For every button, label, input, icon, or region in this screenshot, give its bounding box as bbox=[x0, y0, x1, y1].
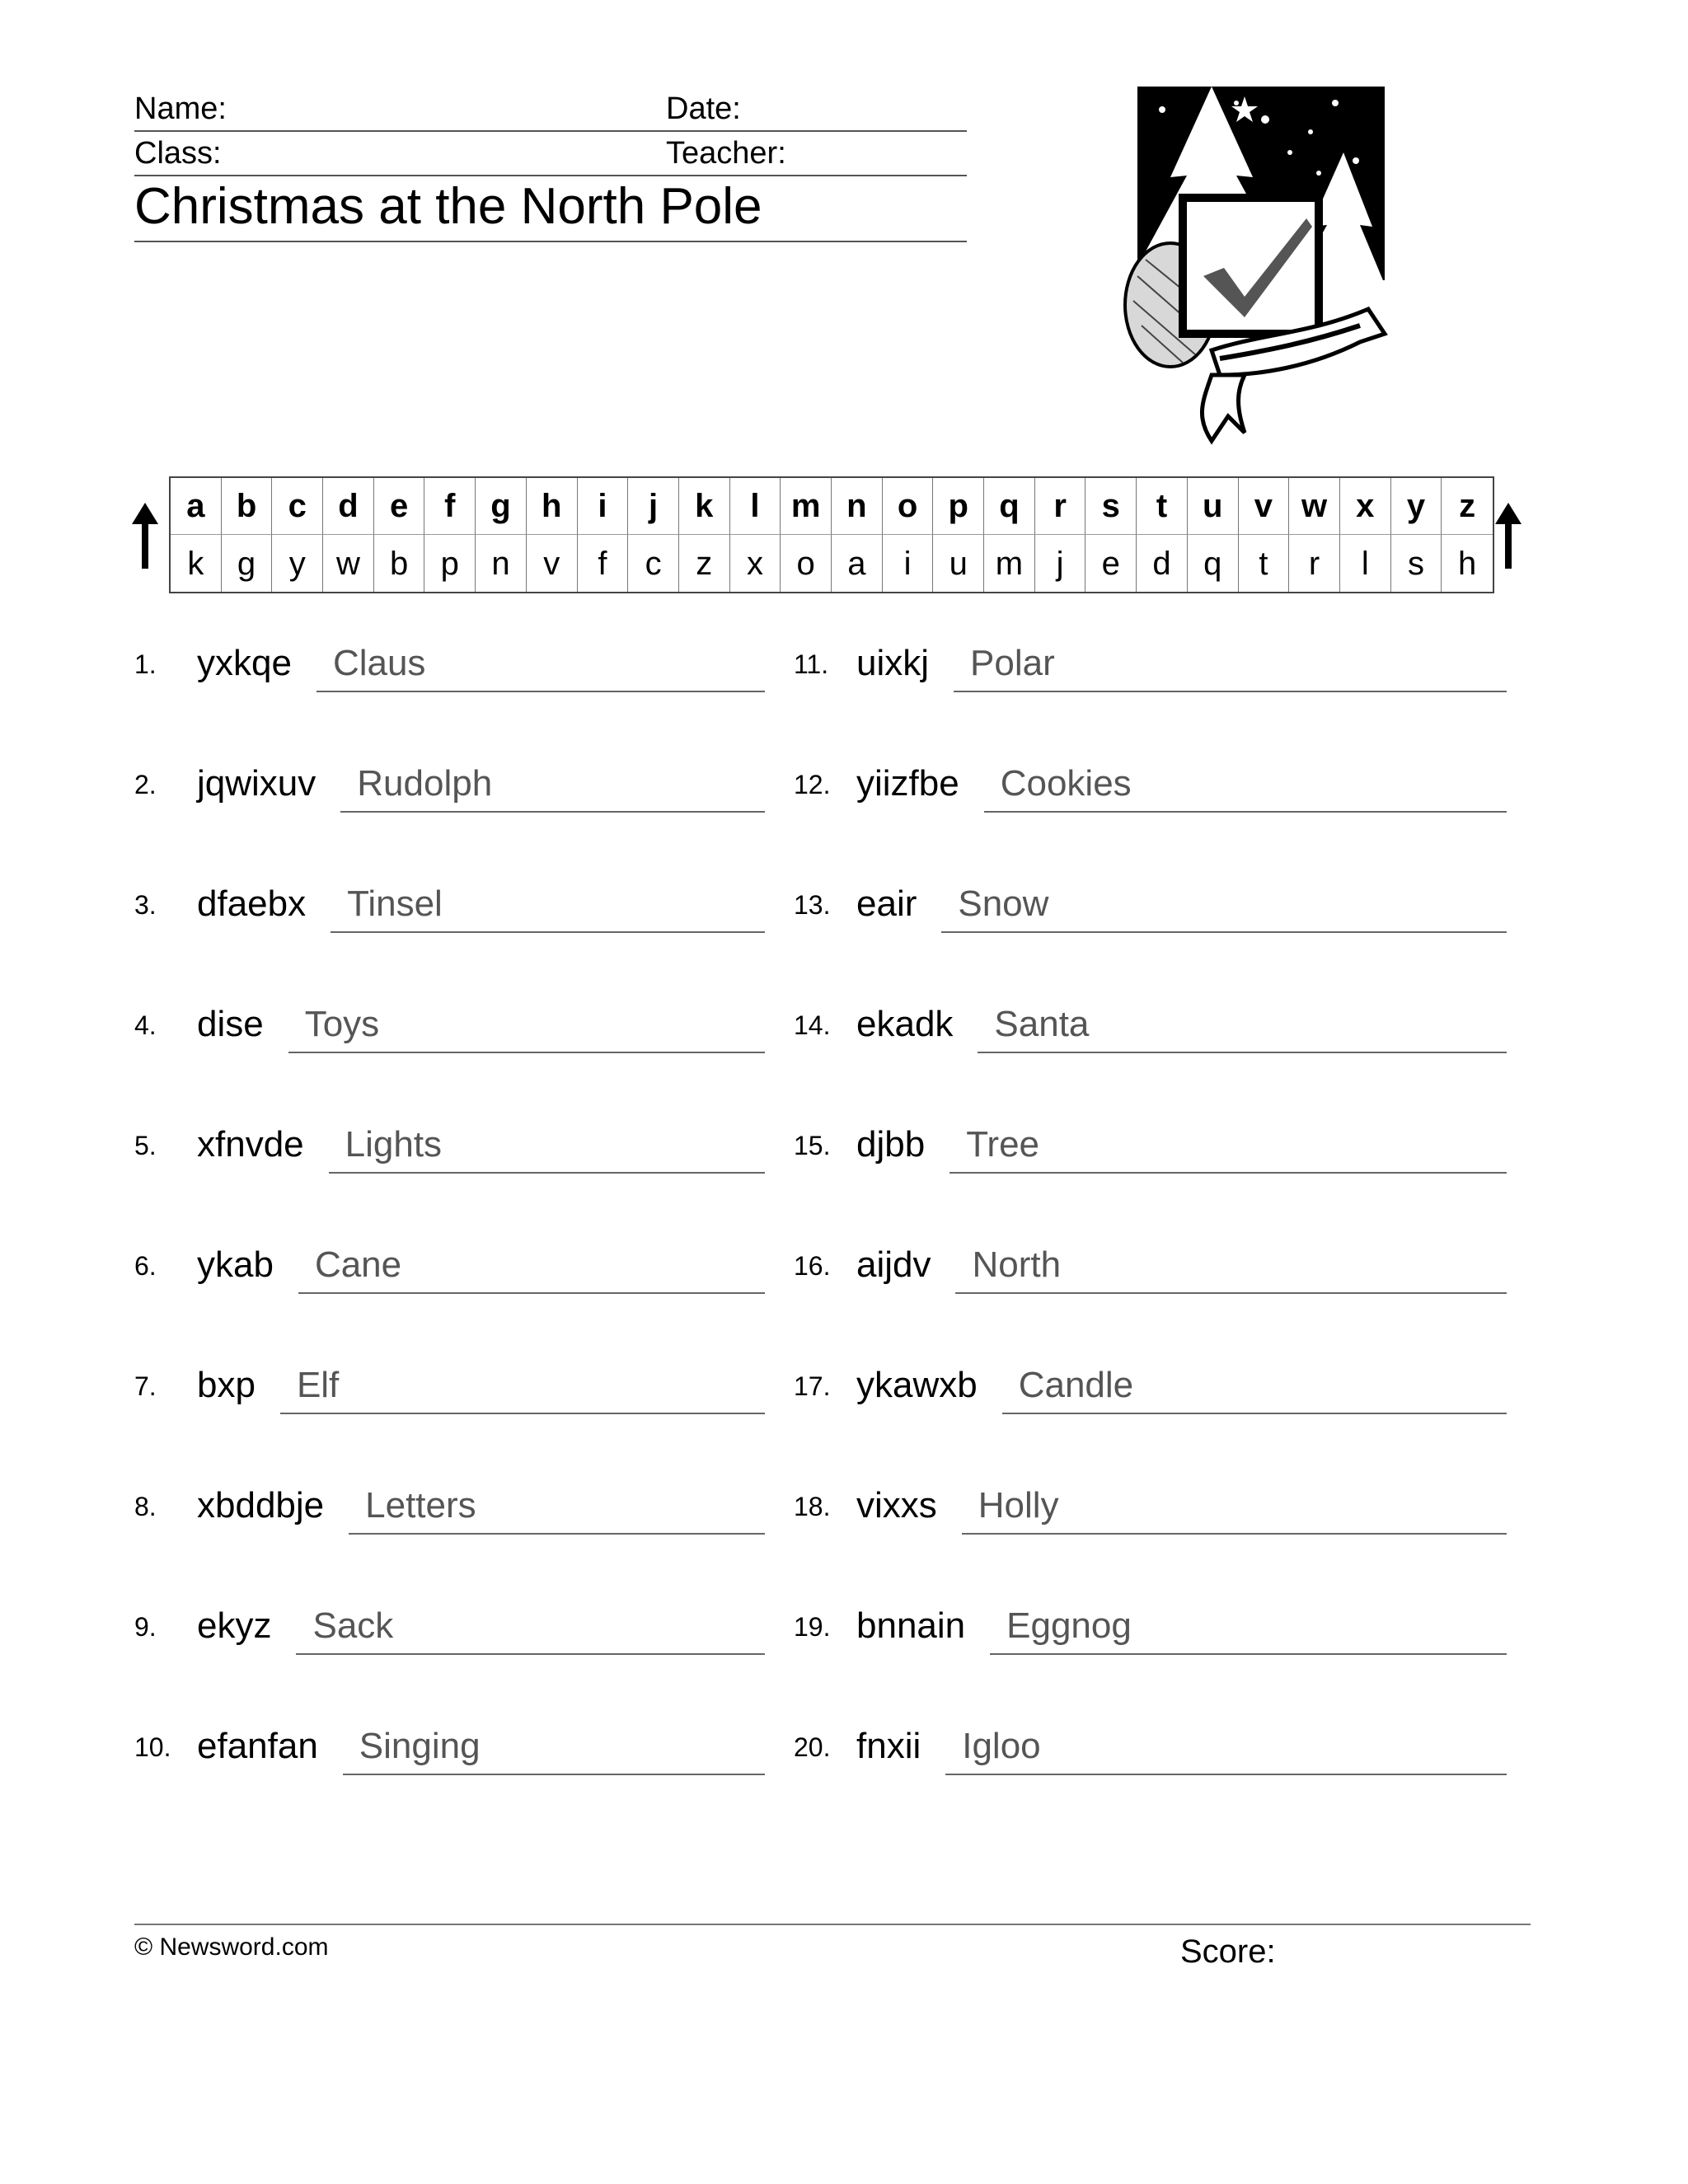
coded-word: vixxs bbox=[856, 1485, 937, 1526]
cipher-plain-letter: t bbox=[1137, 478, 1188, 535]
answer-text[interactable]: Cookies bbox=[1000, 763, 1132, 804]
answer-text[interactable]: Elf bbox=[296, 1365, 340, 1405]
cipher-coded-letter: z bbox=[679, 535, 730, 592]
answer-line[interactable] bbox=[954, 691, 1507, 692]
question-item bbox=[134, 643, 765, 709]
answer-line[interactable] bbox=[945, 1774, 1507, 1775]
cipher-plain-letter: e bbox=[374, 478, 425, 535]
answer-line[interactable] bbox=[978, 1052, 1507, 1053]
answer-text[interactable]: Sack bbox=[312, 1605, 394, 1646]
cipher-plain-letter: p bbox=[933, 478, 984, 535]
answer-line[interactable] bbox=[329, 1172, 765, 1174]
question-number: 17. bbox=[794, 1371, 831, 1401]
question-item bbox=[794, 763, 1507, 829]
cipher-key-table bbox=[169, 476, 1494, 593]
cipher-plain-letter: k bbox=[679, 478, 730, 535]
question-item bbox=[134, 1124, 765, 1190]
coded-word: yxkqe bbox=[197, 643, 292, 683]
cipher-coded-letter: h bbox=[1458, 545, 1477, 582]
answer-line[interactable] bbox=[349, 1533, 765, 1535]
cipher-coded-letter: p bbox=[424, 535, 476, 592]
question-number: 15. bbox=[794, 1131, 831, 1160]
question-item bbox=[794, 883, 1507, 949]
answer-text[interactable]: Holly bbox=[978, 1485, 1059, 1526]
cipher-plain-letter: g bbox=[476, 478, 527, 535]
coded-word: bnnain bbox=[856, 1605, 966, 1646]
cipher-plain-letter: v bbox=[1239, 478, 1290, 535]
question-number: 12. bbox=[794, 770, 831, 799]
cipher-plain-letter: z bbox=[1442, 478, 1493, 535]
answer-text[interactable]: Claus bbox=[332, 643, 426, 683]
answer-text[interactable]: Igloo bbox=[962, 1726, 1041, 1766]
question-item bbox=[794, 1485, 1507, 1551]
question-number: 9. bbox=[134, 1612, 157, 1642]
question-item bbox=[794, 1365, 1507, 1431]
cipher-plain-letter: u bbox=[1188, 478, 1239, 535]
cipher-coded-letter: l bbox=[1340, 535, 1391, 592]
cipher-plain-letter: f bbox=[424, 478, 476, 535]
question-item bbox=[134, 1004, 765, 1070]
cipher-coded-letter: t bbox=[1239, 535, 1290, 592]
coded-word: efanfan bbox=[197, 1726, 318, 1766]
class-teacher-line[interactable] bbox=[134, 175, 967, 176]
coded-word: aijdv bbox=[856, 1244, 931, 1285]
coded-word: fnxii bbox=[856, 1726, 921, 1766]
cipher-coded-letter: w bbox=[323, 535, 374, 592]
answer-text[interactable]: Cane bbox=[314, 1244, 402, 1285]
copyright-credit: © Newsword.com bbox=[134, 1933, 329, 1961]
cipher-plain-letter: r bbox=[1035, 478, 1086, 535]
answer-text[interactable]: Tree bbox=[966, 1124, 1040, 1165]
question-number: 20. bbox=[794, 1732, 831, 1762]
answer-line[interactable] bbox=[955, 1292, 1507, 1294]
cipher-plain-letter: w bbox=[1289, 478, 1340, 535]
answer-line[interactable] bbox=[340, 811, 765, 813]
cipher-plain-letter: i bbox=[578, 478, 629, 535]
coded-word: jqwixuv bbox=[197, 763, 316, 804]
question-number: 18. bbox=[794, 1492, 831, 1521]
answer-text[interactable]: Lights bbox=[345, 1124, 443, 1165]
question-number: 14. bbox=[794, 1010, 831, 1040]
cipher-plain-letter: y bbox=[1391, 478, 1442, 535]
cipher-coded-letter: o bbox=[781, 535, 832, 592]
coded-word: xbddbje bbox=[197, 1485, 325, 1526]
coded-word: eair bbox=[856, 883, 917, 924]
answer-text[interactable]: Snow bbox=[958, 883, 1049, 924]
cipher-coded-letter: f bbox=[578, 535, 629, 592]
question-number: 19. bbox=[794, 1612, 831, 1642]
coded-word: ekyz bbox=[197, 1605, 272, 1646]
cipher-coded-letter: q bbox=[1188, 535, 1239, 592]
up-arrow-icon bbox=[120, 503, 170, 569]
answer-line[interactable] bbox=[331, 931, 765, 933]
question-item bbox=[794, 1124, 1507, 1190]
coded-word: djbb bbox=[856, 1124, 926, 1165]
question-item bbox=[134, 1365, 765, 1431]
answer-text[interactable]: Toys bbox=[304, 1004, 380, 1044]
cipher-coded-letter: j bbox=[1035, 535, 1086, 592]
question-number: 1. bbox=[134, 649, 157, 679]
cipher-plain-letter: x bbox=[1340, 478, 1391, 535]
question-item bbox=[134, 763, 765, 829]
date-label: Date: bbox=[666, 91, 741, 126]
cipher-coded-letter: c bbox=[628, 535, 679, 592]
cipher-coded-letter: i bbox=[883, 535, 934, 592]
answer-text[interactable]: Candle bbox=[1018, 1365, 1134, 1405]
question-number: 3. bbox=[134, 890, 157, 920]
cipher-coded-letter: k bbox=[171, 535, 222, 592]
answer-line[interactable] bbox=[280, 1413, 765, 1414]
question-number: 6. bbox=[134, 1251, 157, 1281]
question-item bbox=[794, 1605, 1507, 1671]
cipher-coded-letter: u bbox=[933, 535, 984, 592]
cipher-coded-letter: m bbox=[984, 535, 1035, 592]
answer-line[interactable] bbox=[962, 1533, 1507, 1535]
cipher-plain-letter: o bbox=[883, 478, 934, 535]
name-date-line[interactable] bbox=[134, 130, 967, 132]
title-underline bbox=[134, 241, 967, 242]
question-number: 11. bbox=[794, 649, 829, 679]
question-item bbox=[134, 1605, 765, 1671]
coded-word: dise bbox=[197, 1004, 264, 1044]
answer-line[interactable] bbox=[984, 811, 1507, 813]
coded-word: ykab bbox=[197, 1244, 274, 1285]
question-number: 16. bbox=[794, 1251, 831, 1281]
cipher-coded-letter: d bbox=[1137, 535, 1188, 592]
question-item bbox=[134, 1726, 765, 1792]
coded-word: dfaebx bbox=[197, 883, 307, 924]
cipher-plain-letter: j bbox=[628, 478, 679, 535]
cipher-plain-letter: a bbox=[171, 478, 222, 535]
score-label: Score: bbox=[1180, 1933, 1276, 1970]
cipher-coded-letter: b bbox=[374, 535, 425, 592]
answer-text[interactable]: Singing bbox=[359, 1726, 481, 1766]
question-number: 2. bbox=[134, 770, 157, 799]
answer-line[interactable] bbox=[316, 691, 765, 692]
question-item bbox=[794, 1244, 1507, 1310]
answer-line[interactable] bbox=[990, 1653, 1507, 1655]
cipher-plain-letter: m bbox=[781, 478, 832, 535]
cipher-coded-letter: r bbox=[1289, 535, 1340, 592]
cipher-plain-letter: h bbox=[527, 478, 578, 535]
coded-word: bxp bbox=[197, 1365, 256, 1405]
cipher-coded-letter: x bbox=[730, 535, 781, 592]
cipher-plain-letter: s bbox=[1085, 478, 1137, 535]
question-number: 8. bbox=[134, 1492, 157, 1521]
answer-text[interactable]: Santa bbox=[994, 1004, 1090, 1044]
answer-line[interactable] bbox=[296, 1653, 765, 1655]
cipher-plain-letter: q bbox=[984, 478, 1035, 535]
answer-text[interactable]: North bbox=[972, 1244, 1062, 1285]
coded-word: ykawxb bbox=[856, 1365, 978, 1405]
class-label: Class: bbox=[134, 136, 222, 171]
question-item bbox=[134, 883, 765, 949]
answer-line[interactable] bbox=[288, 1052, 765, 1053]
answer-line[interactable] bbox=[941, 931, 1507, 933]
answer-text[interactable]: Eggnog bbox=[1006, 1605, 1132, 1646]
cipher-coded-letter: v bbox=[527, 535, 578, 592]
question-number: 13. bbox=[794, 890, 831, 920]
answer-line[interactable] bbox=[950, 1172, 1507, 1174]
answer-line[interactable] bbox=[1002, 1413, 1507, 1414]
question-item bbox=[794, 643, 1507, 709]
answer-text[interactable]: Rudolph bbox=[357, 763, 493, 804]
coded-word: yiizfbe bbox=[856, 763, 959, 804]
footer-divider bbox=[134, 1924, 1531, 1925]
name-label: Name: bbox=[134, 91, 227, 126]
cipher-coded-letter: e bbox=[1085, 535, 1137, 592]
page-title: Christmas at the North Pole bbox=[134, 178, 762, 235]
question-number: 4. bbox=[134, 1010, 157, 1040]
question-number: 7. bbox=[134, 1371, 157, 1401]
cipher-coded-letter: s bbox=[1391, 535, 1442, 592]
answer-text[interactable]: Tinsel bbox=[347, 883, 443, 924]
teacher-label: Teacher: bbox=[666, 136, 786, 171]
cipher-coded-letter: a bbox=[832, 535, 883, 592]
cipher-plain-letter: d bbox=[323, 478, 374, 535]
cipher-coded-letter: y bbox=[272, 535, 323, 592]
cipher-plain-letter: n bbox=[832, 478, 883, 535]
cipher-plain-letter: b bbox=[222, 478, 273, 535]
coded-word: xfnvde bbox=[197, 1124, 304, 1165]
cipher-coded-letter: g bbox=[222, 535, 273, 592]
question-number: 5. bbox=[134, 1131, 157, 1160]
coded-word: uixkj bbox=[856, 643, 930, 683]
coded-word: ekadk bbox=[856, 1004, 954, 1044]
answer-line[interactable] bbox=[298, 1292, 765, 1294]
answer-text[interactable]: Polar bbox=[970, 643, 1055, 683]
question-item bbox=[794, 1726, 1507, 1792]
question-item bbox=[134, 1244, 765, 1310]
question-item bbox=[794, 1004, 1507, 1070]
cipher-plain-letter: l bbox=[730, 478, 781, 535]
cipher-coded-letter: n bbox=[476, 535, 527, 592]
answer-line[interactable] bbox=[343, 1774, 765, 1775]
cipher-plain-letter: c bbox=[272, 478, 323, 535]
question-number: 10. bbox=[134, 1732, 171, 1762]
question-item bbox=[134, 1485, 765, 1551]
answer-text[interactable]: Letters bbox=[365, 1485, 476, 1526]
christmas-tree-checkbox-icon bbox=[1121, 87, 1393, 445]
